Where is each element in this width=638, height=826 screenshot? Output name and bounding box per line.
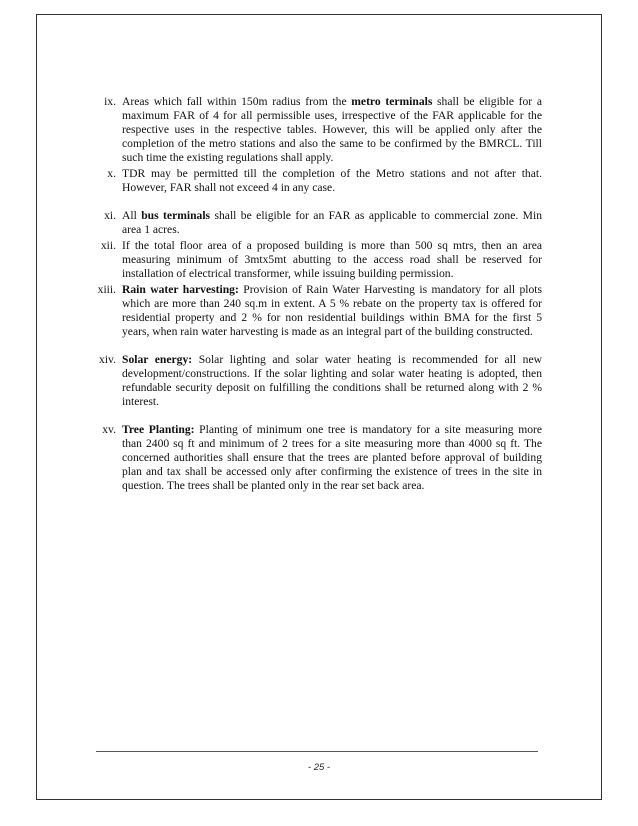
list-item-xi <box>84 209 542 237</box>
item-text: Areas which fall within 150m radius from the metro terminals shall be eligible for a maximum FAR of 4 for all permissible uses, irrespective of the FAR applicable for the respective uses in the respective tables. However, this will be applied only after the completion of the metro stations and also the same to be confirmed by the BMRCL. Till such time the existing regulations shall apply. <box>122 95 542 164</box>
document-body <box>84 95 542 493</box>
item-number: xiii. <box>97 283 116 296</box>
bold-term: Solar energy: <box>122 353 193 366</box>
item-number: xiv. <box>99 353 116 366</box>
item-text: If the total floor area of a proposed building is more than 500 sq mtrs, then an area measuring minimum of 3mtx5mt abutting to the access road shall be reserved for installation of electrical transformer, while issuing building permission. <box>122 239 542 280</box>
item-text: All bus terminals shall be eligible for an FAR as applicable to commercial zone. Min area 1 acres. <box>122 209 542 236</box>
bold-term: Rain water harvesting: <box>122 283 239 296</box>
page-number: - 25 - <box>307 762 331 773</box>
bold-term: Tree Planting: <box>122 423 195 436</box>
item-number: x. <box>107 167 116 180</box>
item-number: xi. <box>104 209 116 222</box>
footer-divider <box>96 751 538 752</box>
item-number: ix. <box>104 95 116 108</box>
item-text: Rain water harvesting: Provision of Rain Water Harvesting is mandatory for all plots which are more than 240 sq.m in extent. A 5 % rebate on the property tax is offered for residential property and 2 % for non residential buildings within BMA for the first 5 years, when rain water harvesting is made as an integral part of the building constructed. <box>122 283 543 338</box>
list-item-xv <box>84 423 542 493</box>
item-text: TDR may be permitted till the completion of the Metro stations and not after that. However, FAR shall not exceed 4 in any case. <box>122 167 542 194</box>
list-item-xii <box>84 239 542 281</box>
list-item-xiv <box>84 353 542 409</box>
list-item-ix <box>84 95 542 165</box>
item-text: Tree Planting: Planting of minimum one tree is mandatory for a site measuring more than 2400 sq ft and minimum of 2 trees for a site measuring more than 4000 sq ft. The concerned authorities shall ensure that the trees are planted before approval of building plan and tax shall be accessed only after confirming the existence of trees in the site in question. The trees shall be planted only in the rear set back area. <box>122 423 543 492</box>
item-number: xii. <box>100 239 116 252</box>
list-item-x <box>84 167 542 195</box>
bold-term: bus terminals <box>141 209 211 222</box>
list-item-xiii <box>84 283 542 339</box>
bold-term: metro terminals <box>351 95 433 108</box>
item-text: Solar energy: Solar lighting and solar water heating is recommended for all new development/constructions. If the solar lighting and solar water heating is adopted, then refundable security deposit on fulfilling the conditions shall be returned along with 2 % interest. <box>122 353 542 408</box>
item-number: xv. <box>102 423 116 436</box>
